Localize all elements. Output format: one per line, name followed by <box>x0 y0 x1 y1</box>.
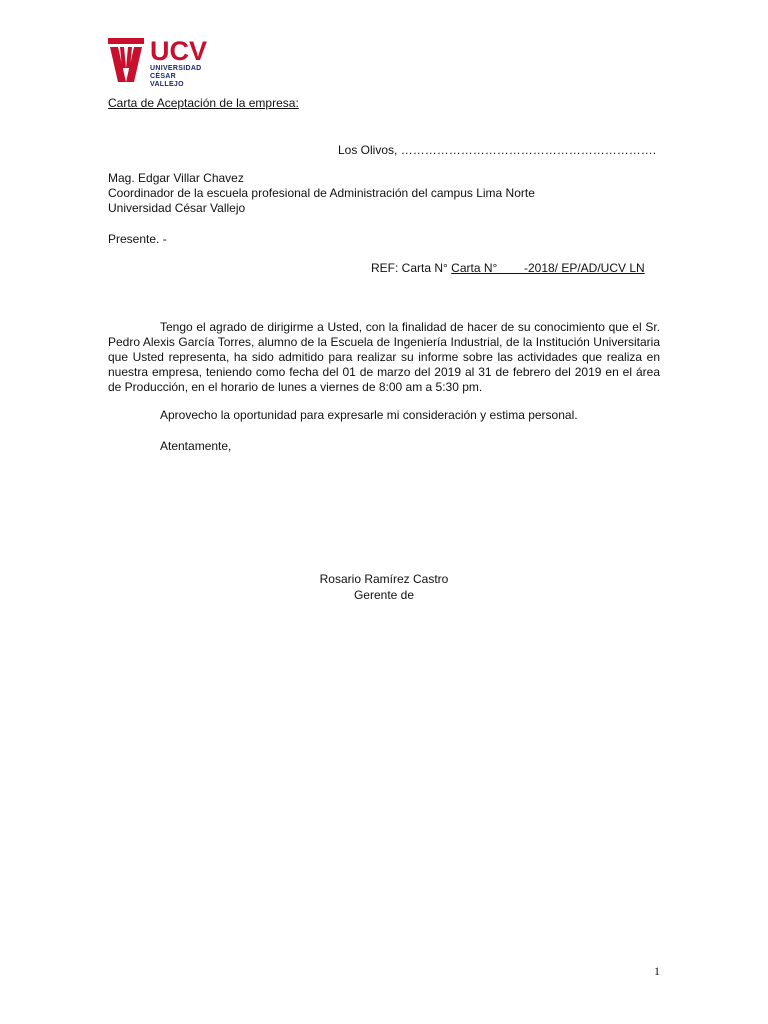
recipient-block <box>108 171 535 216</box>
logo-wordmark: UCV <box>150 36 208 66</box>
recipient-position: Coordinador de la escuela profesional de Administración del campus Lima Norte <box>108 186 535 200</box>
closing: Atentamente, <box>160 439 232 453</box>
signature-role: Gerente de <box>353 588 415 602</box>
signature-name: Rosario Ramírez Castro <box>319 572 449 586</box>
recipient-name: Mag. Edgar Villar Chavez <box>108 171 244 185</box>
logo-subtitle-line1: UNIVERSIDAD <box>150 65 202 72</box>
page-number: 1 <box>654 964 660 978</box>
ucv-logo <box>108 36 208 88</box>
second-paragraph: Aprovecho la oportunidad para expresarle mi consideración y estima personal. <box>160 408 578 422</box>
greeting: Presente. - <box>108 232 167 246</box>
body-paragraph <box>108 320 660 395</box>
body-paragraph-text: Tengo el agrado de dirigirme a Usted, con la finalidad de hacer de su conocimiento que el Sr. Pedro Alexis García Torres, alumno de la Escuela de Ingeniería Industrial, de la Institución Universitaria que Usted representa, ha sido admitido para realizar su informe sobre las actividades que realiza en nuestra empresa, teniendo como fecha del 01 de marzo del 2019 al 31 de febrero del 2019 en el área de Producción, en el horario de lunes a viernes de 8:00 am a 5:30 pm. <box>108 320 660 394</box>
reference-line <box>371 261 645 276</box>
reference-number: Carta N° -2018/ EP/AD/UCV LN <box>451 261 645 275</box>
logo-subtitle-line2: CÉSAR VALLEJO <box>150 73 184 88</box>
place-date-line: Los Olivos, ………………………………………………………. <box>338 143 657 157</box>
reference-prefix: REF: Carta N° <box>371 261 452 275</box>
recipient-institution: Universidad César Vallejo <box>108 201 246 215</box>
ucv-shield-icon <box>108 38 144 82</box>
letter-title: Carta de Aceptación de la empresa: <box>108 96 299 110</box>
logo-text <box>150 38 208 89</box>
